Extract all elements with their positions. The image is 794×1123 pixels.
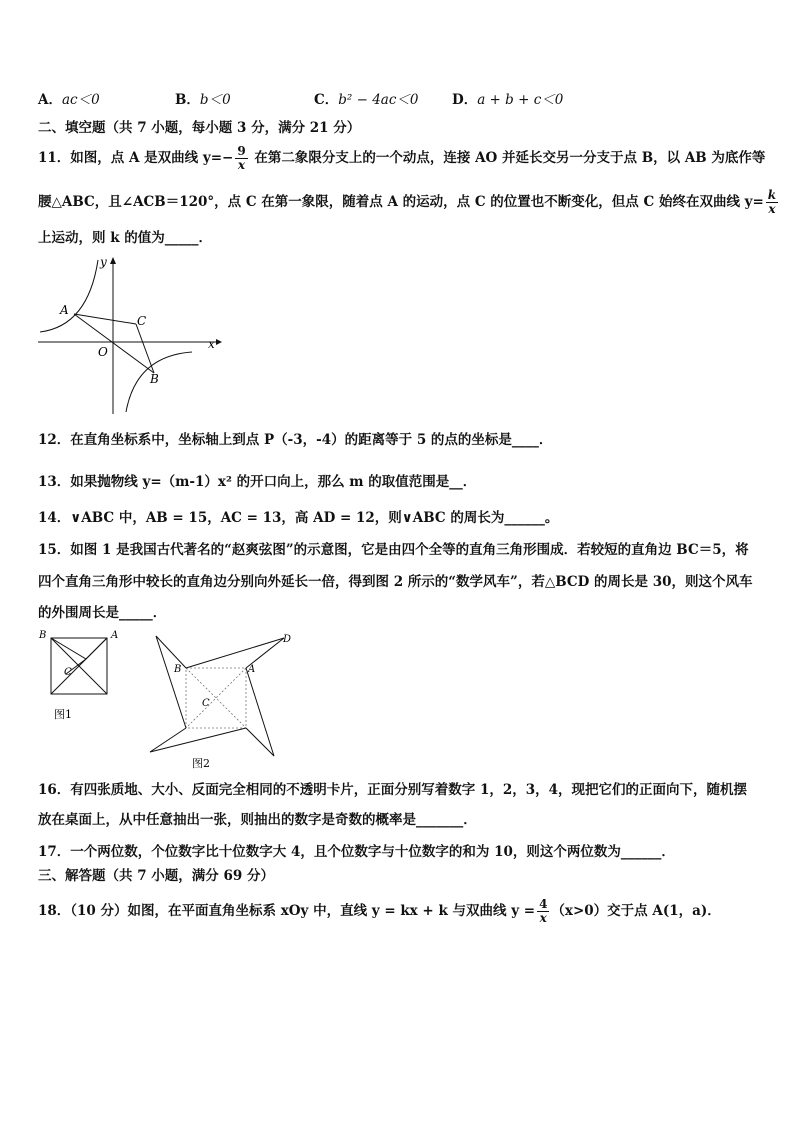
q18-text-a: 18．（10 分）如图，在平面直角坐标系 xOy 中，直线 y = kx + k 与双曲线 y = — [38, 903, 536, 919]
q11-line-1 — [38, 144, 766, 172]
q11-frac2-num: k — [767, 188, 777, 202]
fig1-label-b: B — [39, 630, 47, 641]
windmill-blade-top — [186, 638, 284, 668]
option-b-label: B． — [175, 92, 200, 108]
section-2-heading: 二、填空题（共 7 小题，每小题 3 分，满分 21 分） — [38, 120, 361, 136]
section-3-heading: 三、解答题（共 7 小题，满分 69 分） — [38, 868, 274, 884]
fig2-label-b: B — [174, 664, 182, 675]
label-y: y — [100, 255, 107, 269]
inner-triangle — [51, 638, 107, 659]
fig1-caption: 图1 — [54, 708, 72, 721]
label-b: B — [150, 372, 159, 386]
label-a: A — [60, 303, 69, 317]
q11-fraction-1 — [235, 145, 247, 172]
fig1-label-c: C — [64, 667, 72, 678]
q11-hyperbola-figure — [36, 252, 226, 417]
x-axis-arrow — [216, 339, 222, 345]
option-b-expr: b＜0 — [199, 92, 231, 108]
q11-line-3: 上运动，则 k 的值为_____． — [38, 230, 213, 246]
q11-line-2 — [38, 188, 777, 216]
option-d-label: D． — [452, 92, 478, 108]
q13-text: 13．如果抛物线 y=（m-1）x² 的开口向上，那么 m 的取值范围是__． — [38, 474, 477, 490]
q14-text: 14．∨ABC 中，AB = 15，AC = 13，高 AD = 12，则∨ABC 的周长为______。 — [38, 510, 559, 526]
label-o: O — [98, 345, 108, 359]
fig1-label-a: A — [111, 630, 119, 641]
fig2-label-c: C — [202, 698, 210, 709]
option-c-expr: b² − 4ac＜0 — [338, 92, 419, 108]
q18-frac-den: x — [539, 911, 547, 925]
q12-text: 12．在直角坐标系中，坐标轴上到点 P（-3，-4）的距离等于 5 的点的坐标是____． — [38, 432, 553, 448]
segment-ac — [74, 314, 136, 324]
q11-frac1-den: x — [237, 158, 246, 172]
option-d-expr: a + b + c＜0 — [477, 92, 564, 108]
hyperbola-branch-4th-quadrant — [126, 352, 192, 412]
q11-text-2a: 腰△ABC，且∠ACB＝120°，点 C 在第一象限，随着点 A 的运动，点 C 的位置也不断变化，但点 C 始终在双曲线 y= — [38, 194, 764, 210]
option-c — [314, 88, 419, 108]
label-x: x — [208, 337, 215, 351]
segment-cb — [136, 324, 154, 373]
q18-text-b: （x>0）交于点 A(1，a)． — [551, 903, 721, 919]
q11-fraction-2 — [766, 189, 778, 216]
option-a-label: A． — [38, 92, 62, 108]
fig2-caption: 图2 — [192, 757, 210, 770]
option-c-label: C． — [314, 92, 339, 108]
q15-line-3: 的外围周长是_____． — [38, 605, 167, 621]
q18-fraction — [537, 898, 549, 925]
option-d — [452, 88, 563, 108]
q11-text-1b: 在第二象限分支上的一个动点，连接 AO 并延长交另一分支于点 B，以 AB 为底作等 — [249, 150, 766, 166]
q15-line-2: 四个直角三角形中较长的直角边分别向外延长一倍，得到图 2 所示的“数学风车”，若△BCD 的周长是 30，则这个风车 — [38, 574, 753, 590]
q11-frac2-den: x — [768, 202, 776, 216]
q17-text: 17．一个两位数，个位数字比十位数字大 4，且个位数字与十位数字的和为 10，则这个两位数为______． — [38, 844, 675, 860]
option-a — [38, 88, 100, 108]
q15-figure-1 — [36, 626, 126, 726]
q15-line-1: 15．如图 1 是我国古代著名的“赵爽弦图”的示意图，它是由四个全等的直角三角形围成．若较短的直角边 BC＝5，将 — [38, 542, 749, 558]
windmill-blade-bottom — [150, 728, 246, 752]
hyperbola-branch-2nd-quadrant — [40, 260, 98, 332]
windmill-blade-left — [156, 636, 186, 728]
option-b — [175, 88, 231, 108]
windmill-blade-right — [246, 668, 274, 756]
option-a-expr: ac＜0 — [61, 92, 100, 108]
fig2-label-a: A — [248, 664, 256, 675]
q11-frac1-num: 9 — [237, 144, 246, 158]
q15-figure-2 — [144, 628, 304, 770]
q11-text-1a: 11．如图，点 A 是双曲线 y=− — [38, 150, 234, 166]
q16-line-2: 放在桌面上，从中任意抽出一张，则抽出的数字是奇数的概率是_______． — [38, 812, 477, 828]
q16-line-1: 16．有四张质地、大小、反面完全相同的不透明卡片，正面分别写着数字 1，2，3，4，现把它们的正面向下，随机摆 — [38, 782, 748, 798]
y-axis-arrow — [110, 257, 116, 264]
q18-frac-num: 4 — [539, 897, 548, 911]
label-c: C — [137, 314, 147, 328]
q18-text — [38, 898, 758, 925]
fig2-label-d: D — [283, 634, 292, 645]
